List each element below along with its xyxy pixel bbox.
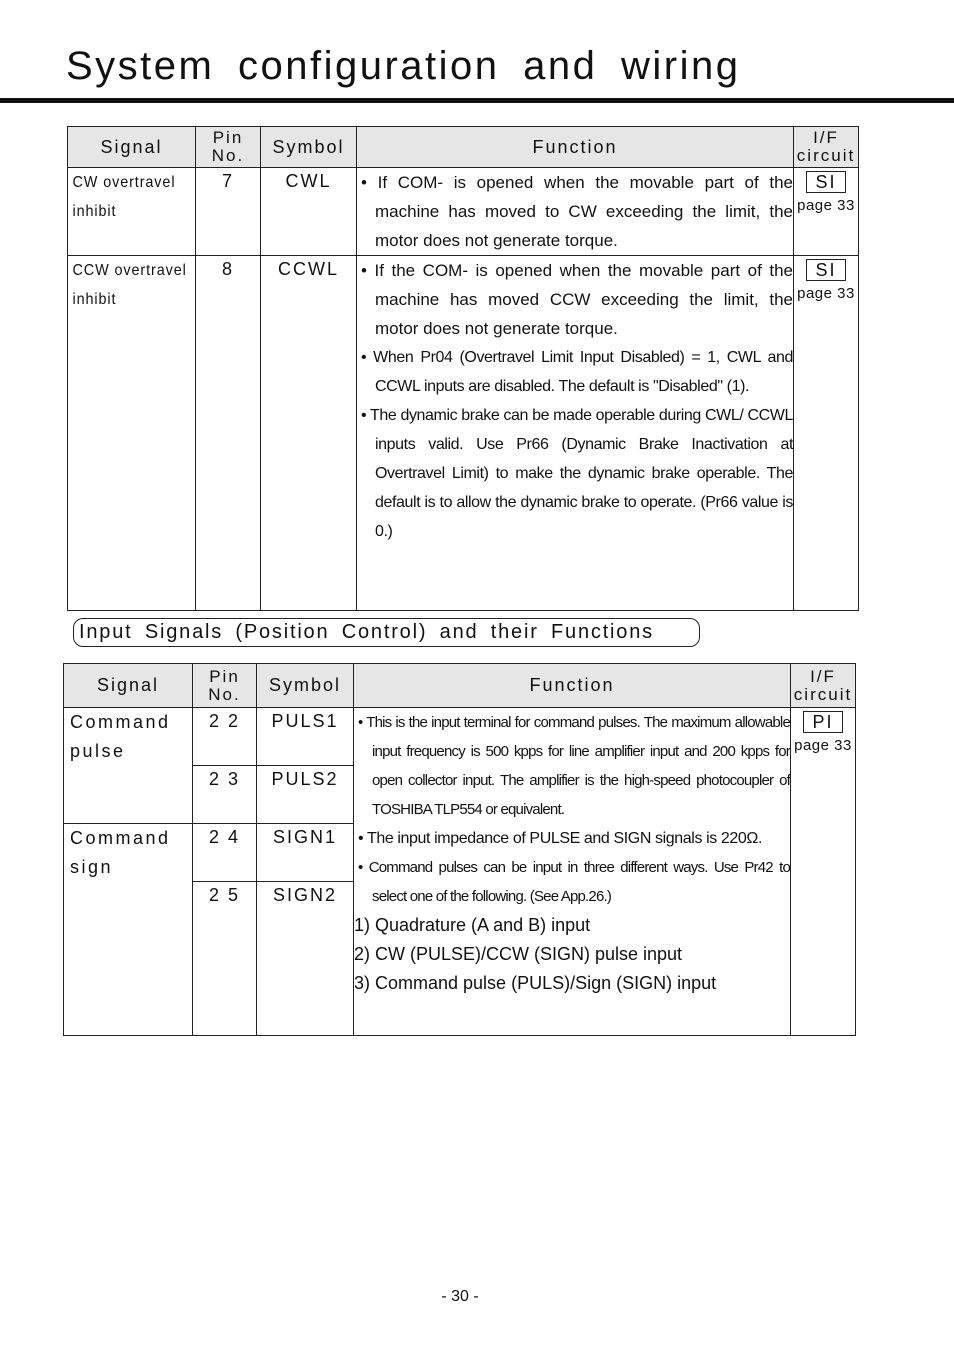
function-item: • If the COM- is opened when the movable part of the machine has moved CCW exceeding the limit, the motor does not generate torque. — [361, 261, 793, 338]
table-header-row — [68, 127, 859, 168]
function-description — [354, 708, 791, 1036]
header-if-line2: circuit — [796, 146, 856, 165]
pin-number: 2 4 — [193, 824, 257, 882]
pin-number: 8 — [196, 256, 261, 611]
if-page-ref: page 33 — [794, 737, 852, 754]
signal-name-line1: CW overtravel — [72, 174, 176, 191]
header-function: Function — [354, 664, 791, 708]
header-if-circuit — [791, 664, 856, 708]
title-rule — [0, 98, 954, 103]
overtravel-signal-table — [67, 126, 859, 611]
signal-symbol: SIGN2 — [257, 882, 354, 1036]
function-description — [357, 256, 794, 611]
header-if-circuit — [794, 127, 859, 168]
if-circuit-label: SI — [806, 259, 845, 281]
pin-number: 7 — [196, 168, 261, 256]
signal-name-line2: inhibit — [72, 203, 117, 220]
signal-name-line1: CCW overtravel — [72, 262, 187, 279]
header-pin-line1: Pin — [209, 666, 240, 686]
signal-name-line1: Command — [70, 712, 171, 732]
header-pin-line2: No. — [208, 684, 241, 704]
header-pin-line1: Pin — [212, 128, 244, 147]
function-item: • The dynamic brake can be made operable during CWL/ CCWL inputs valid. Use Pr66 (Dynamic Brake Inactivation at Overtravel Limit) to make the dynamic brake operable. The default is to allow the dynamic brake to operate. (Pr66 value is 0.) — [361, 407, 793, 540]
table-row — [68, 168, 859, 256]
pin-number: 2 3 — [193, 766, 257, 824]
page-title: System configuration and wiring — [66, 44, 741, 88]
if-circuit-cell — [791, 708, 856, 1036]
header-signal: Signal — [68, 127, 196, 168]
signal-symbol: CCWL — [261, 256, 357, 611]
header-if-line2: circuit — [793, 684, 853, 704]
input-mode-option: 3) Command pulse (PULS)/Sign (SIGN) input — [354, 973, 717, 993]
section-heading: Input Signals (Position Control) and their Functions — [73, 618, 700, 647]
function-item: • If COM- is opened when the movable part of the machine has moved to CW exceeding the limit, the motor does not generate torque. — [361, 173, 793, 250]
table-header-row — [64, 664, 856, 708]
function-item: • The input impedance of PULSE and SIGN signals is 220Ω. — [358, 830, 762, 847]
pin-number: 2 5 — [193, 882, 257, 1036]
function-item: • When Pr04 (Overtravel Limit Input Disabled) = 1, CWL and CCWL inputs are disabled. The default is "Disabled" (1). — [361, 349, 793, 395]
if-circuit-label: SI — [806, 171, 845, 193]
header-signal: Signal — [64, 664, 193, 708]
if-circuit-cell — [794, 168, 859, 256]
function-item: • This is the input terminal for command pulses. The maximum allowable input frequency is 500 kpps for line amplifier input and 200 kpps for open collector input. The amplifier is the high-speed photocoupler of TOSHIBA TLP554 or equivalent. — [358, 714, 790, 818]
header-symbol: Symbol — [257, 664, 354, 708]
signal-name-line2: inhibit — [72, 291, 117, 308]
input-mode-option: 1) Quadrature (A and B) input — [354, 915, 591, 935]
page-number: - 30 - — [441, 1288, 479, 1305]
if-page-ref: page 33 — [797, 285, 855, 302]
pin-number: 2 2 — [193, 708, 257, 766]
position-control-signal-table — [63, 663, 856, 1036]
table-row — [68, 256, 859, 611]
signal-symbol: CWL — [261, 168, 357, 256]
function-description — [357, 168, 794, 256]
header-function: Function — [357, 127, 794, 168]
if-page-ref: page 33 — [797, 197, 855, 214]
table-row — [64, 708, 856, 766]
signal-symbol: SIGN1 — [257, 824, 354, 882]
signal-symbol: PULS1 — [257, 708, 354, 766]
header-if-line1: I/F — [813, 128, 839, 147]
signal-symbol: PULS2 — [257, 766, 354, 824]
header-pin-no — [193, 664, 257, 708]
header-pin-no — [196, 127, 261, 168]
header-symbol: Symbol — [261, 127, 357, 168]
header-pin-line2: No. — [211, 146, 245, 165]
if-circuit-cell — [794, 256, 859, 611]
signal-name-line2: sign — [70, 857, 114, 877]
signal-name-line2: pulse — [70, 741, 126, 761]
function-item: • Command pulses can be input in three different ways. Use Pr42 to select one of the following. (See App.26.) — [358, 859, 790, 905]
if-circuit-label: PI — [803, 711, 842, 733]
header-if-line1: I/F — [810, 666, 836, 686]
signal-name-line1: Command — [70, 828, 171, 848]
input-mode-option: 2) CW (PULSE)/CCW (SIGN) pulse input — [354, 944, 683, 964]
